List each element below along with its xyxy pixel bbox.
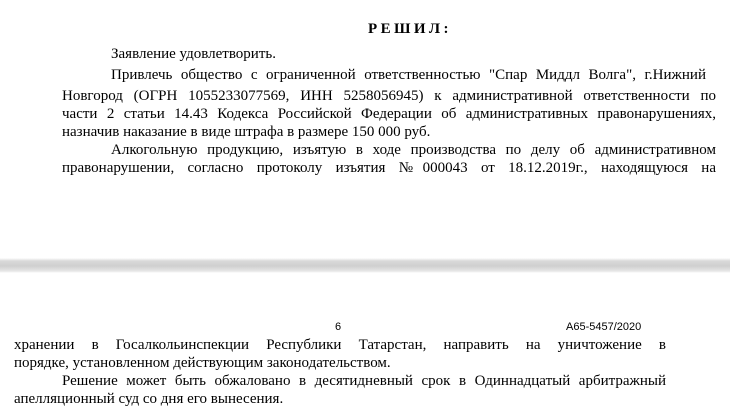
text-line-2: Привлечь общество с ограниченной ответственностью "Спар Миддл Волга", г.Нижний — [111, 67, 706, 83]
text-line-7: правонарушении, согласно протоколу изъятия №000043 от 18.12.2019г., находящуюся на — [62, 160, 716, 176]
decision-heading: РЕШИЛ: — [368, 21, 452, 37]
text-line-10: Решение может быть обжаловано в десятидневный срок в Одиннадцатый арбитражный — [62, 373, 666, 389]
text-line-9: порядке, установленном действующим законодательством. — [14, 355, 391, 371]
text-line-3: Новгород (ОГРН 1055233077569, ИНН 5258056945) к административной ответственности по — [62, 88, 716, 104]
text-line-11: апелляционный суд со дня его вынесения. — [14, 391, 284, 407]
document-page-bottom — [0, 273, 730, 420]
page-break-separator — [0, 258, 730, 273]
text-line-1: Заявление удовлетворить. — [111, 46, 276, 62]
text-line-4: части 2 статьи 14.43 Кодекса Российской Федерации об административных правонарушениях, — [62, 106, 716, 122]
text-line-6: Алкогольную продукцию, изъятую в ходе производства по делу об административном — [111, 142, 716, 158]
page-number: 6 — [335, 321, 342, 333]
text-line-8: хранении в Госалкольинспекции Республики Татарстан, направить на уничтожение в — [14, 337, 666, 353]
text-line-5: назначив наказание в виде штрафа в размере 150 000 руб. — [62, 124, 431, 140]
case-number: А65-5457/2020 — [566, 321, 642, 333]
